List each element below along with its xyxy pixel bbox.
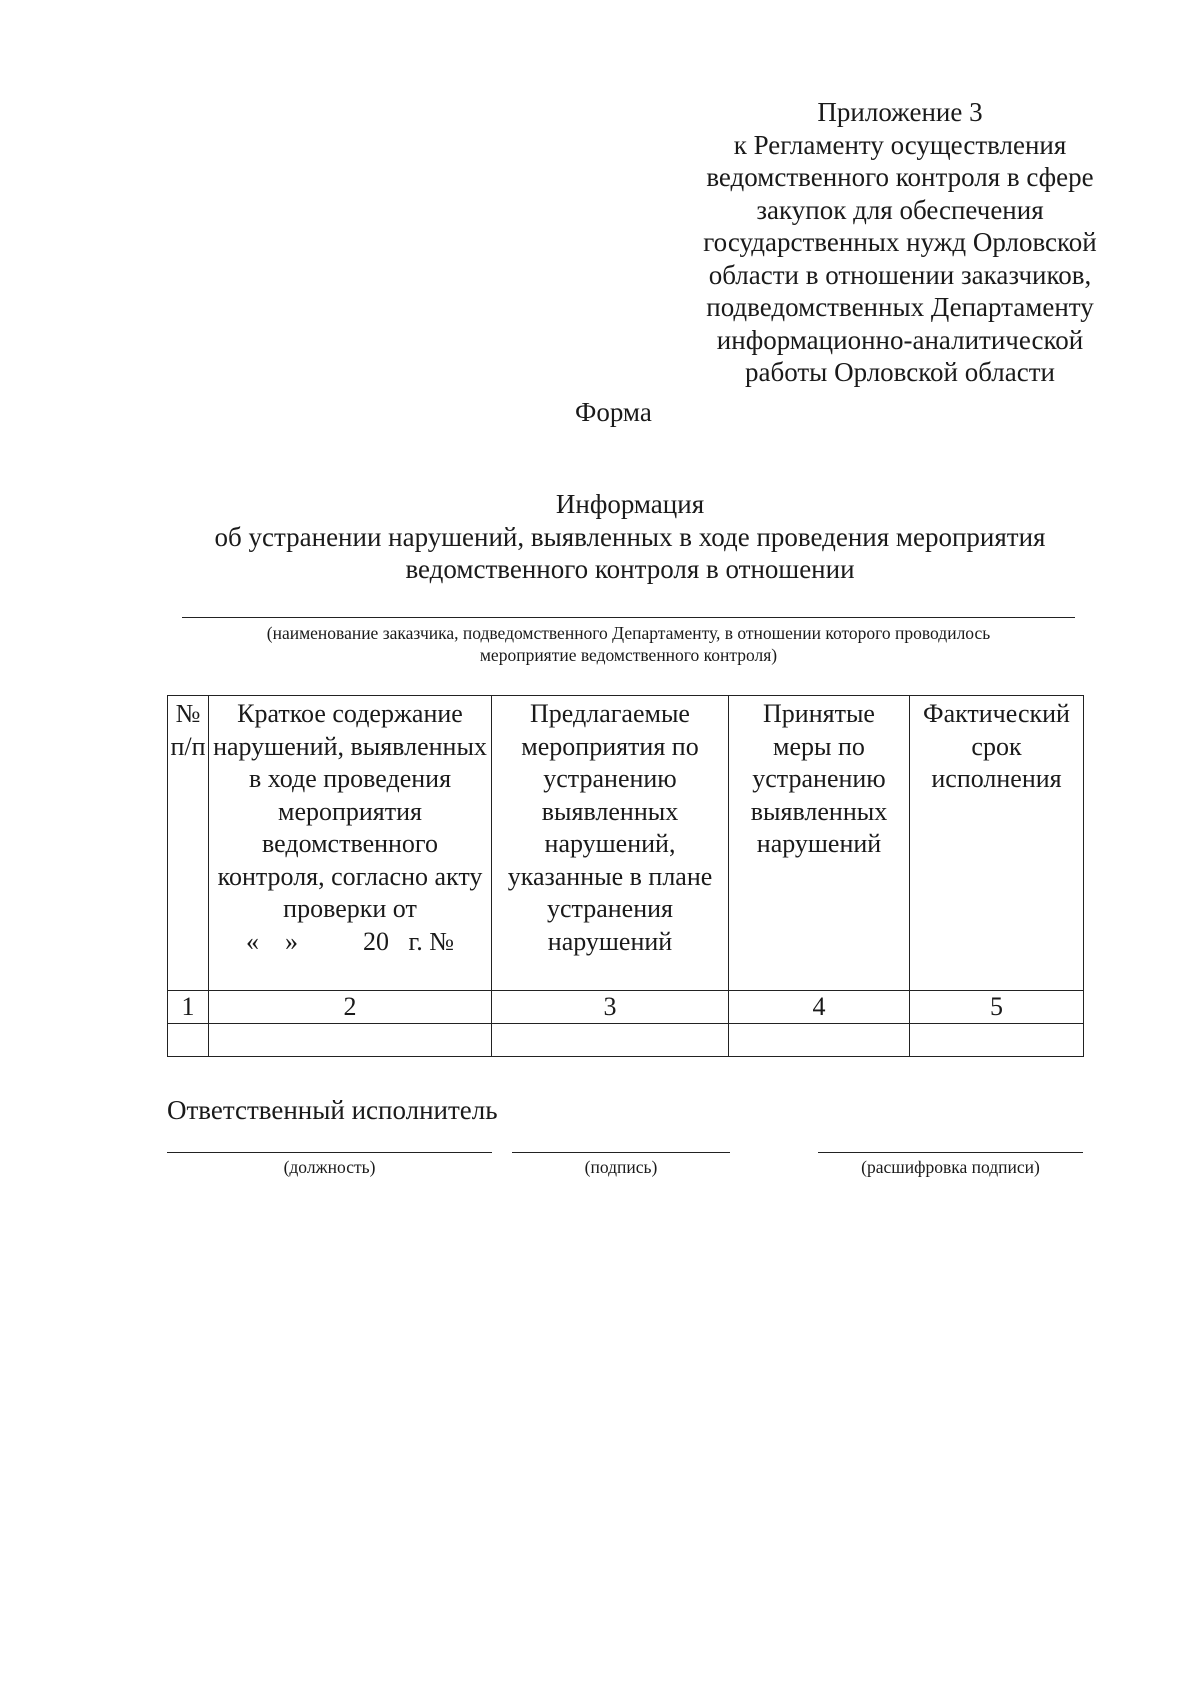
title-heading: Информация (555, 489, 705, 519)
header-act-date: « » 20 г. № (245, 926, 455, 956)
header-cell-taken-measures: Принятые меры по устранению выявленных нарушений (729, 696, 910, 991)
customer-name-line[interactable] (182, 617, 1075, 618)
caption-line: (наименование заказчика, подведомственного Департаменту, в отношении которого проводилось (266, 623, 991, 643)
header-cell-violations (209, 696, 492, 991)
table-row (168, 1024, 1084, 1057)
appendix-line: закупок для обеспечения (756, 194, 1044, 225)
appendix-line: государственных нужд Орловской (703, 227, 1097, 257)
violations-table (167, 695, 1084, 1057)
decoding-caption: (расшифровка подписи) (861, 1157, 1040, 1177)
responsible-executor-label: Ответственный исполнитель (167, 1095, 498, 1125)
header-violations-text: Краткое содержание нарушений, выявленных в ходе проведения мероприятия ведомственного контроля, согласно акту проверки от (213, 699, 487, 923)
column-number: 4 (729, 991, 910, 1024)
document-title (165, 488, 1095, 586)
column-number: 2 (209, 991, 492, 1024)
signature-decoding-line[interactable] (818, 1152, 1083, 1153)
header-cell-actual-deadline: Фактический срок исполнения (910, 696, 1084, 991)
signature-caption: (подпись) (584, 1157, 658, 1177)
appendix-line: к Регламенту осуществления (733, 129, 1067, 160)
table-cell[interactable] (492, 1024, 729, 1057)
position-caption: (должность) (283, 1157, 376, 1177)
appendix-line: информационно-аналитической (716, 324, 1084, 355)
column-number: 1 (168, 991, 209, 1024)
table-cell[interactable] (168, 1024, 209, 1057)
header-cell-number: № п/п (168, 696, 209, 991)
customer-caption (182, 622, 1075, 666)
title-line: об устранении нарушений, выявленных в ходе проведения мероприятия (214, 521, 1046, 552)
header-cell-proposed-measures: Предлагаемые мероприятия по устранению выявленных нарушений, указанные в плане устранения нарушений (492, 696, 729, 991)
title-line: ведомственного контроля в отношении (405, 554, 855, 584)
table-cell[interactable] (209, 1024, 492, 1057)
column-number: 3 (492, 991, 729, 1024)
appendix-block (680, 96, 1120, 389)
table-header-row (168, 696, 1084, 991)
appendix-line: ведомственного контроля в сфере (706, 162, 1094, 192)
form-label: Форма (575, 397, 652, 427)
table-cell[interactable] (729, 1024, 910, 1057)
position-line[interactable] (167, 1152, 492, 1153)
appendix-line: работы Орловской области (745, 357, 1055, 387)
caption-line: мероприятие ведомственного контроля) (479, 645, 778, 665)
column-number: 5 (910, 991, 1084, 1024)
appendix-line: подведомственных Департаменту (706, 292, 1094, 322)
column-number-row (168, 991, 1084, 1024)
table-cell[interactable] (910, 1024, 1084, 1057)
appendix-line: Приложение 3 (817, 97, 983, 127)
appendix-line: области в отношении заказчиков, (708, 259, 1092, 290)
signature-line[interactable] (512, 1152, 730, 1153)
